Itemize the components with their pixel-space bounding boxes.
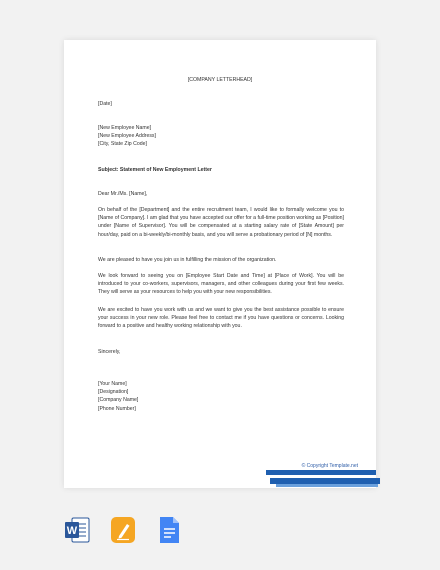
paragraph-1: On behalf of the [Department] and the entire recruitment team, I would like to formally welcome you to [Name of Company]. I am glad that you have accepted our offer for a full-time position working as [Position] under [Name of Supervisor]. You will be compensated at a starting salary rate of [State Amount] per hour/day, paid on a bi-weekly/bi-monthly basis, and you will serve a probationary period of [N] months. (98, 207, 344, 238)
paragraph-2: We are pleased to have you join us in fulfilling the mission of the organization. (98, 257, 277, 263)
recipient-name: [New Employee Name] (98, 125, 152, 131)
signature-phone: [Phone Number] (98, 405, 136, 412)
footer-accent-bar (266, 470, 376, 475)
pages-icon[interactable] (110, 515, 136, 545)
salutation: Dear Mr./Ms. [Name], (98, 191, 148, 197)
subject-line: Subject: Statement of New Employment Letter (98, 167, 212, 173)
recipient-city: [City, State Zip Code] (98, 141, 147, 148)
google-docs-icon[interactable] (156, 515, 182, 545)
copyright-footer: © Copyright Template.net (301, 463, 358, 469)
svg-text:W: W (66, 525, 78, 537)
signature-company: [Company Name] (98, 397, 139, 404)
signature-name: [Your Name] (98, 381, 127, 387)
paragraph-4: We are excited to have you work with us and we want to give you the best assistance possible to ensure your success in your new role. Please feel free to contact me if you have questions or concerns. Looking forward to a positive and healthy working relationship with you. (98, 307, 344, 330)
recipient-address: [New Employee Address] (98, 133, 156, 140)
letter-page (64, 40, 376, 488)
paragraph-3: We look forward to seeing you on [Employee Start Date and Time] at [Place of Work]. You will be introduced to your co-workers, supervisors, managers, and other colleagues during your first few weeks. They will serve as your resources to help you with your new responsibilities. (98, 273, 344, 296)
signature-designation: [Designation] (98, 389, 129, 396)
company-letterhead: [COMPANY LETTERHEAD] (187, 77, 253, 83)
footer-accent-bar (276, 484, 378, 487)
word-icon[interactable] (64, 515, 90, 545)
recipient-block (98, 124, 344, 149)
format-icons (64, 515, 182, 545)
closing: Sincerely, (98, 349, 121, 355)
date-line: [Date] (98, 101, 112, 107)
signature-block (98, 380, 344, 413)
